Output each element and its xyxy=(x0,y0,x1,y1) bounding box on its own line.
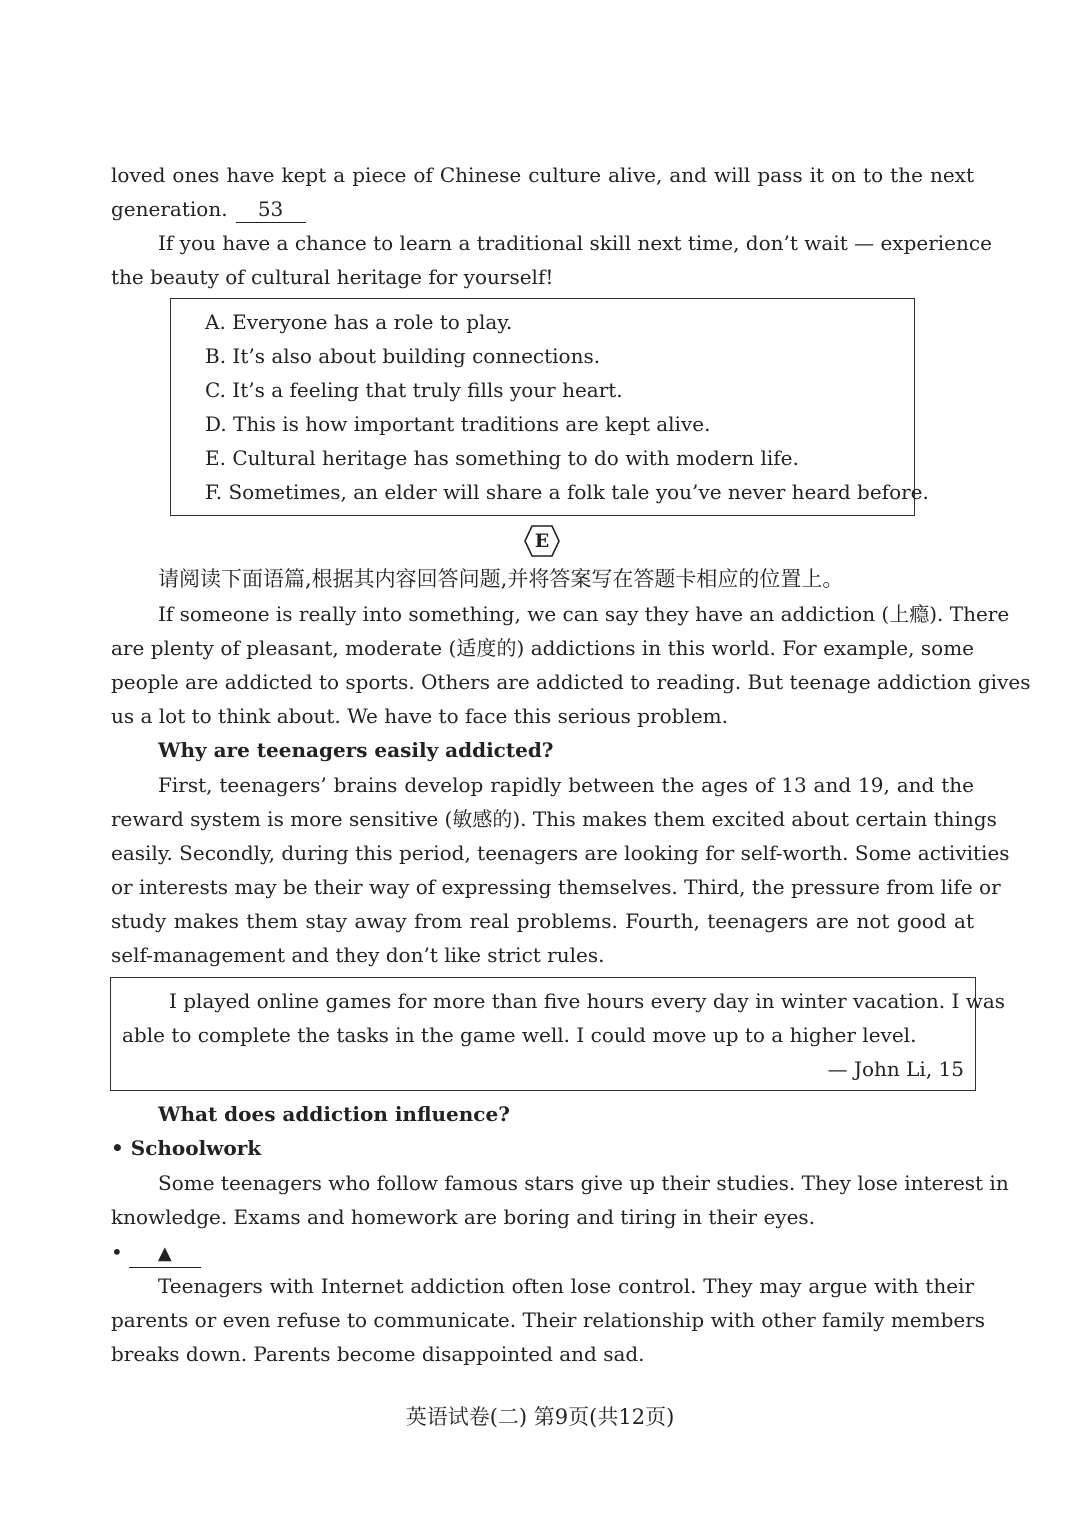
quote-author: — John Li, 15 xyxy=(827,1057,964,1081)
option-e: E. Cultural heritage has something to do with modern life. xyxy=(205,446,799,470)
body-line: knowledge. Exams and homework are boring and tiring in their eyes. xyxy=(111,1205,816,1229)
option-a: A. Everyone has a role to play. xyxy=(205,310,513,334)
quote-box xyxy=(110,977,1006,1091)
body-line: parents or even refuse to communicate. Their relationship with other family members xyxy=(111,1308,986,1332)
intro-line: If someone is really into something, we can say they have an addiction (上瘾). There xyxy=(158,602,1010,626)
bullet-dot: • xyxy=(111,1240,123,1264)
passage-line xyxy=(111,192,974,226)
section-label xyxy=(523,524,561,558)
intro-line: people are addicted to sports. Others are addicted to reading. But teenage addiction gives xyxy=(111,670,1031,694)
option-f: F. Sometimes, an elder will share a folk tale you’ve never heard before. xyxy=(205,480,929,504)
body-line: Teenagers with Internet addiction often lose control. They may argue with their xyxy=(158,1274,974,1298)
intro-line: us a lot to think about. We have to face this serious problem. xyxy=(111,704,728,728)
option-b: B. It’s also about building connections. xyxy=(205,344,601,368)
body-line: reward system is more sensitive (敏感的). This makes them excited about certain things xyxy=(111,807,997,831)
instruction-text: 请阅读下面语篇,根据其内容回答问题,并将答案写在答题卡相应的位置上。 xyxy=(158,567,844,591)
body-line: easily. Secondly, during this period, teenagers are looking for self-worth. Some activities xyxy=(111,841,1010,865)
intro-line: are plenty of pleasant, moderate (适度的) addictions in this world. For example, some xyxy=(111,636,974,660)
option-c: C. It’s a feeling that truly fills your heart. xyxy=(205,378,623,402)
body-line: or interests may be their way of expressing themselves. Third, the pressure from life or xyxy=(111,875,1001,899)
options-box xyxy=(170,298,929,516)
answer-blank-53: 53 xyxy=(236,196,306,223)
answer-blank-triangle: ▲ xyxy=(129,1241,201,1268)
quote-line: able to complete the tasks in the game well. I could move up to a higher level. xyxy=(122,1023,917,1047)
page-footer: 英语试卷(二) 第9页(共12页) xyxy=(405,1405,675,1429)
passage-line: loved ones have kept a piece of Chinese culture alive, and will pass it on to the next xyxy=(111,163,974,187)
section-heading: Why are teenagers easily addicted? xyxy=(158,738,554,762)
section-heading: What does addiction influence? xyxy=(158,1102,510,1126)
body-line: First, teenagers’ brains develop rapidly between the ages of 13 and 19, and the xyxy=(158,773,974,797)
passage-text: generation. xyxy=(111,197,228,221)
section-letter: E xyxy=(534,530,550,552)
quote-line: I played online games for more than five hours every day in winter vacation. I was xyxy=(169,989,1006,1013)
passage-line: If you have a chance to learn a traditional skill next time, don’t wait — experience xyxy=(158,231,992,255)
option-d: D. This is how important traditions are kept alive. xyxy=(205,412,711,436)
bullet-heading-blank xyxy=(111,1235,974,1269)
body-line: self-management and they don’t like strict rules. xyxy=(111,943,605,967)
body-line: breaks down. Parents become disappointed and sad. xyxy=(111,1342,645,1366)
bullet-heading-schoolwork: • Schoolwork xyxy=(111,1136,262,1160)
body-line: Some teenagers who follow famous stars give up their studies. They lose interest in xyxy=(158,1171,1009,1195)
passage-line: the beauty of cultural heritage for yourself! xyxy=(111,265,554,289)
body-line: study makes them stay away from real problems. Fourth, teenagers are not good at xyxy=(111,909,974,933)
